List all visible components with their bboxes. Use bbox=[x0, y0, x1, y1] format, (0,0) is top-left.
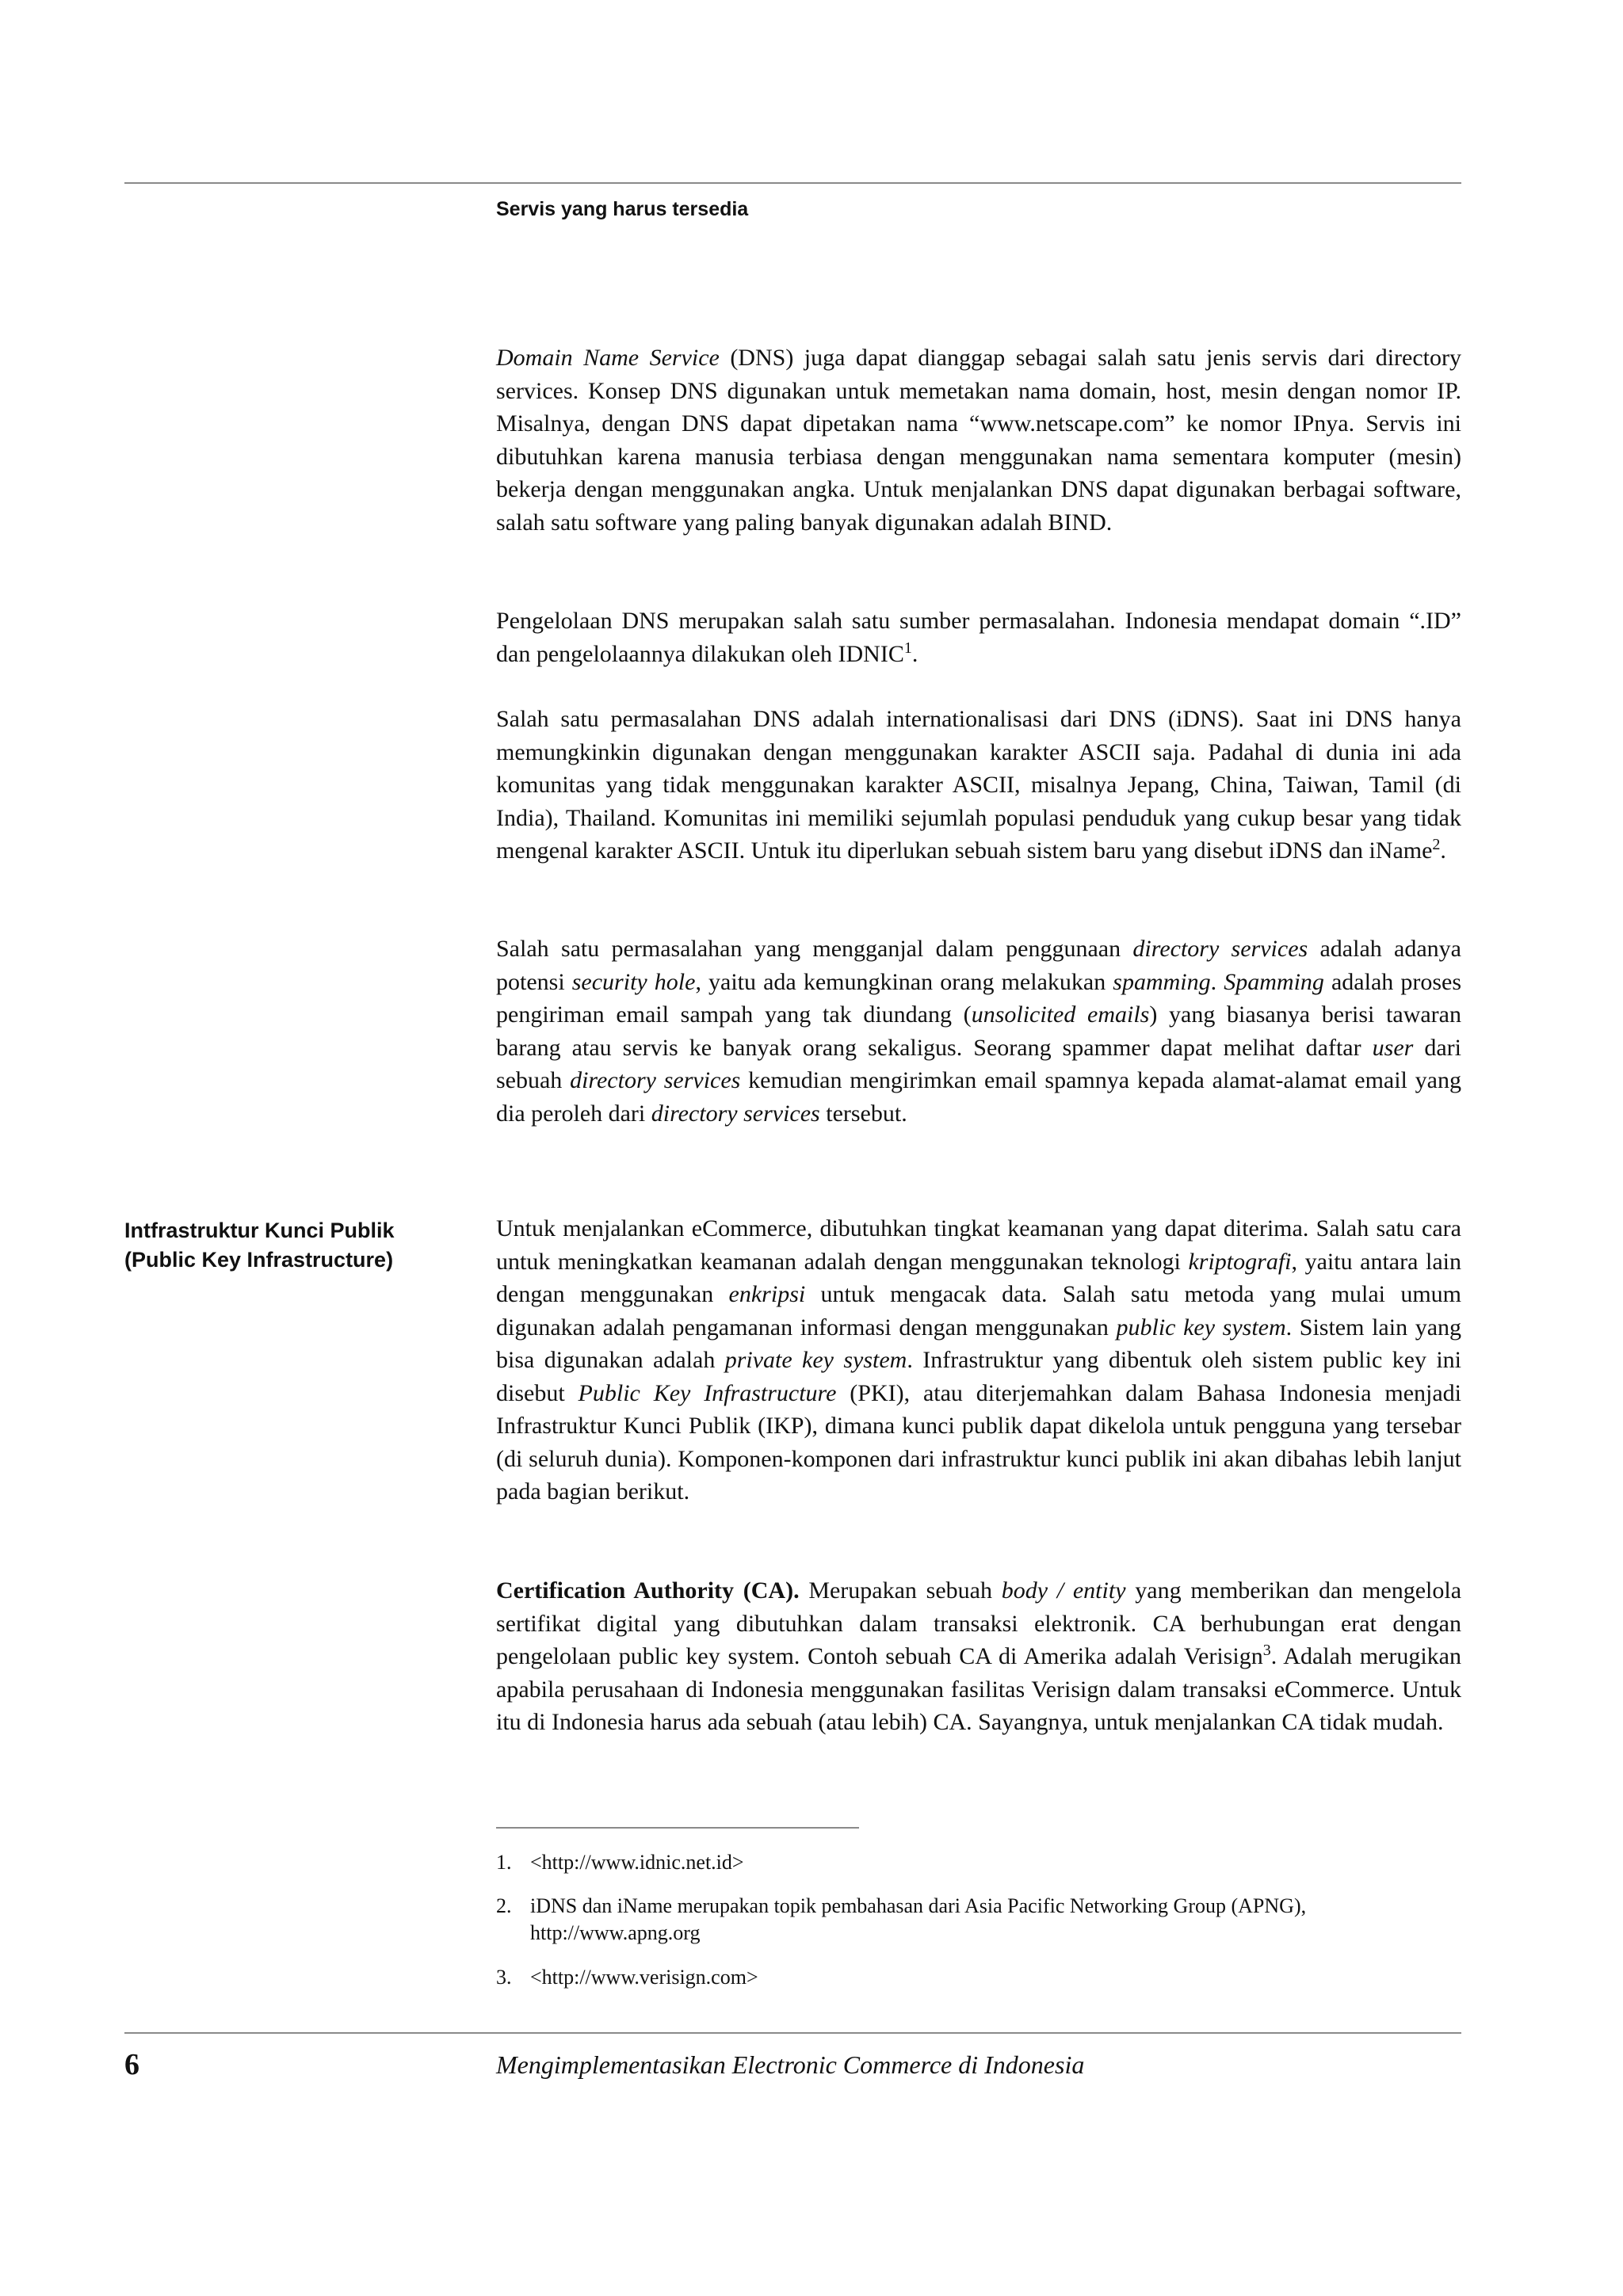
p6-text-2: yang memberikan dan mengelola sertifikat digital yang dibutuhkan dalam transaksi elektronik. CA berhubungan erat dengan pengelolaan public key system. Contoh sebuah CA di Amerika adalah Verisign bbox=[496, 1577, 1462, 1669]
footnote-ref-1[interactable]: 1 bbox=[903, 639, 912, 657]
paragraph-pki bbox=[496, 1212, 1461, 1508]
p3-text-2: . bbox=[1440, 837, 1446, 864]
paragraph-dns-management bbox=[496, 605, 1461, 670]
paragraph-idns bbox=[496, 703, 1461, 868]
footnote-number: 3. bbox=[496, 1966, 512, 1989]
p4-text-5: adalah proses pengiriman email sampah yang tak diundang ( bbox=[496, 968, 1462, 1028]
p4-italic-1: directory services bbox=[1132, 936, 1308, 962]
p3-text-1: Salah satu permasalahan DNS adalah internationalisasi dari DNS (iDNS). Saat ini DNS hanya memungkinkin digunakan dengan menggunakan karakter ASCII saja. Padahal di dunia ini ada komunitas yang tidak menggunakan karakter ASCII, misalnya Jepang, China, Taiwan, Tamil (di India), Thailand. Komunitas ini memiliki sejumlah populasi penduduk yang cukup besar yang tidak mengenal karakter ASCII. Untuk itu diperlukan sebuah sistem baru yang disebut iDNS dan iName bbox=[496, 706, 1461, 864]
p5-text-5: . Infrastruktur yang dibentuk oleh sistem public key ini disebut bbox=[496, 1347, 1462, 1406]
p4-text-9: tersebut. bbox=[819, 1100, 907, 1127]
p5-italic-5: Public Key Infrastructure bbox=[578, 1379, 837, 1406]
page-number: 6 bbox=[124, 2048, 139, 2081]
p6-text-3: . Adalah merugikan apabila perusahaan di Indonesia menggunakan fasilitas Verisign dalam transaksi eCommerce. Untuk itu di Indonesia harus ada sebuah (atau lebih) CA. Sayangnya, untuk menjalankan CA tidak mudah. bbox=[496, 1643, 1461, 1735]
p5-text-6: (PKI), atau diterjemahkan dalam Bahasa Indonesia menjadi Infrastruktur Kunci Publik (IKP), dimana kunci publik dapat dikelola untuk pengguna yang tersebar (di seluruh dunia). Komponen-komponen dari infrastruktur kunci publik ini akan dibahas lebih lanjut pada bagian berikut. bbox=[496, 1379, 1462, 1505]
p4-italic-5: unsolicited emails bbox=[971, 1001, 1150, 1028]
p5-text-2: , yaitu antara lain dengan menggunakan bbox=[496, 1248, 1461, 1307]
section-heading-line-2: (Public Key Infrastructure) bbox=[124, 1248, 394, 1272]
p4-text-1: Salah satu permasalahan yang mengganjal dalam penggunaan bbox=[496, 936, 1133, 962]
footer-rule bbox=[124, 2032, 1461, 2034]
p5-italic-2: enkripsi bbox=[728, 1281, 806, 1307]
p4-text-2: adalah adanya potensi bbox=[496, 936, 1461, 995]
p2-text-1: Pengelolaan DNS merupakan salah satu sumber permasalahan. Indonesia mendapat domain “.ID” dan pengelolaannya dilakukan oleh IDNIC bbox=[496, 608, 1461, 667]
p5-italic-4: private key system bbox=[724, 1347, 907, 1373]
p5-text-1: Untuk menjalankan eCommerce, dibutuhkan tingkat keamanan yang dapat diterima. Salah satu cara untuk meningkatkan keamanan adalah dengan menggunakan teknologi bbox=[496, 1215, 1461, 1275]
footnote-link[interactable]: <http://www.verisign.com> bbox=[530, 1966, 758, 1989]
p6-text-1: Merupakan sebuah bbox=[799, 1577, 1002, 1604]
p4-italic-7: directory services bbox=[570, 1067, 741, 1093]
footnote-number: 2. bbox=[496, 1894, 512, 1917]
p5-text-4: . Sistem lain yang bisa digunakan adalah bbox=[496, 1314, 1462, 1373]
p4-text-8: kemudian mengirimkan email spamnya kepada alamat-alamat email yang dia peroleh dari bbox=[496, 1067, 1461, 1127]
p4-text-6: ) yang biasanya berisi tawaran barang atau servis ke banyak orang sekaligus. Seorang spammer dapat melihat daftar bbox=[496, 1001, 1461, 1061]
footnote-number: 1. bbox=[496, 1851, 512, 1874]
p4-italic-8: directory services bbox=[651, 1100, 820, 1127]
p5-italic-3: public key system bbox=[1116, 1314, 1286, 1341]
p4-italic-2: security hole bbox=[571, 968, 696, 995]
running-head: Servis yang harus tersedia bbox=[496, 198, 749, 220]
section-heading-pki bbox=[124, 1216, 465, 1275]
paragraph-ca bbox=[496, 1574, 1461, 1739]
p1-italic-1: Domain Name Service bbox=[496, 345, 720, 371]
p4-italic-3: spamming bbox=[1113, 968, 1211, 995]
p2-text-2: . bbox=[911, 640, 918, 667]
p4-text-7: dari sebuah bbox=[496, 1034, 1461, 1093]
footnote-rule bbox=[496, 1827, 859, 1829]
footnote-ref-2[interactable]: 2 bbox=[1432, 836, 1441, 853]
header-rule bbox=[124, 182, 1461, 184]
footnote-text: iDNS dan iName merupakan topik pembahasan dari Asia Pacific Networking Group (APNG), http://www.apng.org bbox=[530, 1894, 1307, 1944]
p1-text-1: (DNS) juga dapat dianggap sebagai salah satu jenis servis dari directory services. Konsep DNS digunakan untuk memetakan nama domain, host, mesin dengan nomor IP. Misalnya, dengan DNS dapat dipetakan nama “www.netscape.com” ke nomor IPnya. Servis ini dibutuhkan karena manusia terbiasa dengan menggunakan nama sementara komputer (mesin) bekerja dengan menggunakan angka. Untuk menjalankan DNS dapat digunakan berbagai software, salah satu software yang paling banyak digunakan adalah BIND. bbox=[496, 345, 1461, 536]
p6-bold-lead: Certification Authority (CA). bbox=[496, 1577, 800, 1604]
footnote-link[interactable]: <http://www.idnic.net.id> bbox=[530, 1851, 744, 1874]
p4-text-4: . bbox=[1210, 968, 1224, 995]
section-heading-line-1: Intfrastruktur Kunci Publik bbox=[124, 1219, 395, 1242]
p4-text-3: , yaitu ada kemungkinan orang melakukan bbox=[695, 968, 1113, 995]
p5-text-3: untuk mengacak data. Salah satu metoda yang mulai umum digunakan adalah pengamanan informasi dengan menggunakan bbox=[496, 1281, 1461, 1341]
paragraph-dns bbox=[496, 341, 1461, 539]
p6-italic-1: body / entity bbox=[1001, 1577, 1126, 1604]
paragraph-spamming bbox=[496, 933, 1461, 1130]
p4-italic-6: user bbox=[1372, 1034, 1414, 1061]
p4-italic-4: Spamming bbox=[1224, 968, 1324, 995]
footnote-ref-3[interactable]: 3 bbox=[1262, 1642, 1271, 1659]
book-title: Mengimplementasikan Electronic Commerce di Indonesia bbox=[496, 2050, 1085, 2079]
p5-italic-1: kriptografi bbox=[1188, 1248, 1292, 1275]
